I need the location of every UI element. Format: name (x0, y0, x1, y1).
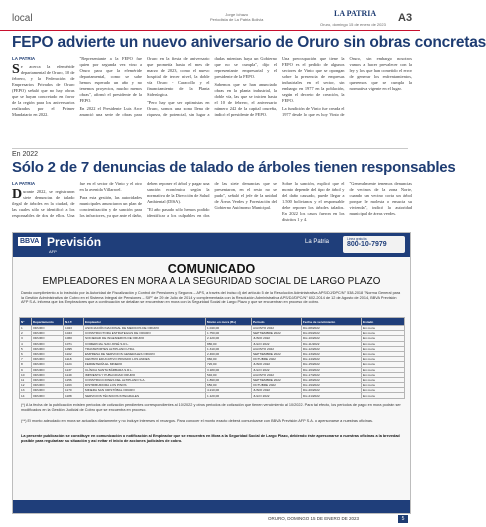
table-cell: ASOCIACIÓN NACIONAL DE MEDICOS DE ORURO (84, 326, 206, 331)
table-cell: CONSTRUCCIONES DEL ALTIPLANO S.A. (84, 377, 206, 382)
table-cell: En mora (362, 393, 405, 398)
table-cell: 4.210,00 (206, 388, 252, 393)
table-cell: 960,00 (206, 357, 252, 362)
article2-paragraph: Sobre la sanción, explicó que el monto depende del tipo de árbol y del daño causado, puede llegar a 1.500 bolivianos y el responsable debe reponer los árboles talados. En 2022 los casos fueron en los distritos 1 y 4. (282, 181, 345, 222)
newspaper-logo: LA PATRIA (334, 9, 377, 18)
table-cell: EMPRESA DE SERVICIOS GENERALES ORURO (84, 351, 206, 356)
table-cell: En mora (362, 362, 405, 367)
table-cell: 1060 (64, 336, 84, 341)
table-cell: ORURO (32, 393, 64, 398)
table-cell: 1156 (64, 377, 84, 382)
article1-paragraph: e acerca la efeméride departamental de Oruro, 10 de febrero, y la Federación de Empresarios Privados de Oruro (FEPO) señaló que no hay obras que se hayan concretado en favor de la región para los aniversarios realizados por el Primer Mandatario en 2022. (12, 64, 75, 117)
table-cell: 1023 (64, 326, 84, 331)
table-cell: Estado (362, 318, 405, 326)
table-cell: ORURO (32, 383, 64, 388)
table-cell: En mora (362, 372, 405, 377)
article1-byline: LA PATRIA (12, 56, 36, 61)
table-cell: En mora (362, 346, 405, 351)
table-cell: ORURO (32, 362, 64, 367)
table-cell: 1 (20, 326, 32, 331)
article2-body (12, 181, 412, 227)
header-center (210, 12, 263, 22)
table-cell: Dic-19/2022 (302, 383, 362, 388)
table-cell: ORURO (32, 341, 64, 346)
article1-paragraph: Sabemos que se han anunciado obras en la planta industrial, la doble vía, las que se inicien hasta el 10 de febrero, el aniversario número 242 de la capital orureña, indicó el presidente de FEPO. (214, 82, 277, 117)
table-cell: COMERCIAL SAN JOSÉ S.R.L. (84, 341, 206, 346)
table-cell: 14 (20, 393, 32, 398)
ad-note-3: La presente publicación se constituye en comunicación o notificación al Empleador que se encuentra en Mora a la Seguridad Social de Largo Plazo, debiendo éste apersonarse a nuestras oficinas a la brevedad posible para regularizar su situación y así evitar el inicio de acciones judiciales de cobro. (21, 434, 400, 443)
article2-paragraph: "Generalmente tenemos denuncias de vecinos de la zona Norte, cuando un vecino corta un árbol porque le molesta o ensucia su vivienda", indicó la autoridad municipal de áreas verdes. (349, 181, 412, 216)
table-cell: ORURO (32, 357, 64, 362)
table-cell: Monto en mora (Bs) (206, 318, 252, 326)
table-cell: JUNIO 2022 (252, 336, 302, 341)
table-cell: En mora (362, 326, 405, 331)
table-cell: 1170 (64, 388, 84, 393)
table-cell: ORURO (32, 372, 64, 377)
table-cell: ORURO (32, 346, 64, 351)
table-cell: JUNIO 2022 (252, 388, 302, 393)
table-cell: 3 (20, 336, 32, 341)
table-cell: CLÍNICA SANTA BÁRBARA S.R.L. (84, 367, 206, 372)
bbva-notice-ad (12, 232, 411, 514)
table-cell: 1.890,00 (206, 377, 252, 382)
table-cell: ORURO (32, 367, 64, 372)
table-cell: 3.180,00 (206, 367, 252, 372)
table-cell: AGOSTO 2022 (252, 326, 302, 331)
article2-paragraph: "El año pasado sólo hemos podido identificar a los culpables en dos de las siete denuncias que se presentaron, en el resto no se pudo", señaló el jefe de la unidad de Áreas Verdes y Forestación del Gobierno Autónomo Municipal. (147, 181, 277, 218)
table-cell: Dic-18/2022 (302, 377, 362, 382)
table-cell: SEPTIEMBRE 2022 (252, 331, 302, 336)
table-cell: MINERA SAN CRISTÓBAL ORURO (84, 388, 206, 393)
table-cell: JULIO 2022 (252, 341, 302, 346)
table-cell: 11 (20, 377, 32, 382)
table-cell: 2.120,00 (206, 336, 252, 341)
table-cell: Dic-10/2022 (302, 336, 362, 341)
article2-paragraph: urante 2022, se registraron siete denuncias de talado ilegal de árboles en la ciudad, de las cuales sólo se identificó a los responsables de dos de ellos. Una fue en el sector de Vinto y el otro en la avenida Villarroel. (12, 181, 142, 218)
table-cell: 650,00 (206, 383, 252, 388)
table-cell: 1.310,00 (206, 346, 252, 351)
table-cell: 1043 (64, 331, 84, 336)
table-cell: N° (20, 318, 32, 326)
table-cell: 9 (20, 367, 32, 372)
article2-dropcap: D (12, 187, 23, 202)
table-cell: OCTUBRE 2022 (252, 383, 302, 388)
table-cell: Dic-17/2022 (302, 372, 362, 377)
table-cell: 1124 (64, 362, 84, 367)
table-cell: Dic-21/2022 (302, 393, 362, 398)
table-cell: 1.120,00 (206, 393, 252, 398)
ad-partner: La Patria (305, 239, 330, 245)
article1-headline: FEPO advierte un nuevo aniversario de Oruro sin obras concretas (12, 34, 486, 51)
table-cell: Fecha de vencimiento (302, 318, 362, 326)
table-cell: 2.460,00 (206, 351, 252, 356)
table-cell: IMPRENTA Y PUBLICIDAD ORURO (84, 372, 206, 377)
table-cell: JULIO 2022 (252, 393, 302, 398)
table-header-row (20, 318, 405, 326)
table-cell: CONSTRUCTORA ESTRATEGIAS DE ORURO (84, 331, 206, 336)
table-cell: Dic-14/2022 (302, 357, 362, 362)
footer-page-number: 5 (398, 515, 408, 523)
table-cell: TRANSPORTES ALTIPLANO LTDA. (84, 346, 206, 351)
table-cell: 1.750,00 (206, 331, 252, 336)
table-cell: ORURO (32, 377, 64, 382)
table-cell: En mora (362, 341, 405, 346)
article1-paragraph: En 2022 el Presidente Luis Arce anunció una serie de obras para Oruro en la fiesta de aniversario que prometía hasta el mes de marzo de 2023, como el nuevo hospital de tercer nivel, la doble vía Oruro - Caracollo y el financiamiento de la Planta Siderúrgica. (79, 56, 210, 117)
table-cell: En mora (362, 336, 405, 341)
article1-paragraph: Una preocupación que tiene la FEPO es el pedido de algunos sectores de Vinto que se opongan sobre la presencia de empresas industriales en el sector, sin embargo en 1977 en la población, según el decreto de creación, la FEPO. (282, 56, 345, 103)
article2-paragraph: Para esta gestión, las autoridades municipales anunciaron un plan de concientización y de sanción para los infractores, ya que ante el daño, deben reponer el árbol y pagar una sanción económica según la normativa de la Dirección de Salud Ambiental (DISA). (79, 181, 210, 218)
table-cell: 5 (20, 346, 32, 351)
table-cell: 10 (20, 372, 32, 377)
table-cell: AGOSTO 2022 (252, 346, 302, 351)
table-cell: 880,00 (206, 341, 252, 346)
table-cell: Dic-15/2022 (302, 362, 362, 367)
table-cell: 1118 (64, 357, 84, 362)
table-cell: 4 (20, 341, 32, 346)
article1-dropcap: S (12, 62, 20, 77)
article1-paragraph: "Pero hay que ser optimistas en Oruro, somos una zona llena de riqueza, de potencial, sin lugar a dudas mientras haya un Gobierno que no se cumpla", dijo el representante empresarial y el presidente de la FEPO. (147, 56, 277, 117)
table-cell: ORURO (32, 331, 64, 336)
table-cell: 13 (20, 388, 32, 393)
footer-date: ORURO, DOMINGO 15 DE ENERO DE 2023 (268, 516, 360, 521)
table-cell: Dic-09/2022 (302, 331, 362, 336)
table-cell: Dic-13/2022 (302, 351, 362, 356)
table-cell: 1.040,00 (206, 326, 252, 331)
table-cell: 1188 (64, 393, 84, 398)
table-cell: Dic-20/2022 (302, 388, 362, 393)
table-cell: 8 (20, 362, 32, 367)
ad-product-sub: AFP (49, 249, 57, 254)
table-cell: N.I.T. (64, 318, 84, 326)
table-cell: 1102 (64, 351, 84, 356)
employers-table (19, 317, 405, 399)
table-cell: En mora (362, 367, 405, 372)
ad-intro: Dando cumplimiento a lo instruido por la Autoridad de Fiscalización y Control de Pensiones y Seguros – APS, a través del inciso d) del artículo 5 de la Resolución Administrativa APS/DJ/DPC/N° 538-2018 "Norma General para la Gestión Administrativa de Cobro en el Sistema Integral de Pensiones – SIP" de 29 de Julio de 2014 y complementada con la Resolución Administrativa APS/DJ/DPC/N° 602-2014 de 12 de Agosto de 2014, BBVA Previsión AFP S.A. informa que los Empleadores que a continuación se detallan se encuentran en mora con la Seguridad Social de Largo Plazo y que se encuentran en proceso de cobro. (21, 291, 401, 305)
header-date: Oruro, domingo 15 de enero de 2023 (320, 22, 386, 27)
ad-note-2: (**) El monto adeudado en mora se actualiza diariamente y no incluye intereses ni recargos. Para conocer el monto exacto deberá comunicarse con BBVA Previsión AFP S.A. o apersonarse a nuestras oficinas. (21, 419, 373, 423)
table-cell: Dic-11/2022 (302, 341, 362, 346)
article2-headline: Sólo 2 de 7 denuncias de talado de árboles tienen responsables (12, 159, 456, 176)
ad-note-1: (*) A la fecha de la publicación existen periodos de cotización pendientes correspondientes al 10/2022 y otros periodos de cotización que tienen vencimiento al 10/2022. Para tal efecto, los periodos de pago en mora podrán ser modificados en la Gestión Judicial de Cobro que se encuentra en proceso. (21, 403, 401, 412)
table-cell: Periodo (252, 318, 302, 326)
table-cell: JULIO 2022 (252, 367, 302, 372)
phone-badge (343, 236, 405, 253)
table-cell: SEPTIEMBRE 2022 (252, 377, 302, 382)
table-cell: 1071 (64, 341, 84, 346)
table-cell: 720,00 (206, 362, 252, 367)
table-cell: En mora (362, 383, 405, 388)
table-cell: ORURO (32, 336, 64, 341)
table-cell: OCTUBRE 2022 (252, 357, 302, 362)
employers-table-wrap (19, 317, 404, 399)
bbva-logo: BBVA (20, 238, 40, 245)
header-center-line2: Periodista de La Patria Bolivia (210, 17, 264, 22)
table-cell: Empleador (84, 318, 206, 326)
table-cell: 12 (20, 383, 32, 388)
table-cell: FERRETERÍA EL MINERO (84, 362, 206, 367)
table-cell: En mora (362, 388, 405, 393)
table-cell: Dic-08/2022 (302, 326, 362, 331)
article2-byline: LA PATRIA (12, 181, 36, 186)
table-cell: 2 (20, 331, 32, 336)
table-cell: En mora (362, 351, 405, 356)
ad-banner (13, 233, 410, 257)
table-cell: SERVICIOS TÉCNICOS INTEGRALES (84, 393, 206, 398)
table-cell: JUNIO 2022 (252, 362, 302, 367)
divider (12, 148, 408, 149)
table-cell: En mora (362, 331, 405, 336)
table-cell: 6 (20, 351, 32, 356)
header-center-line1: Jorge Ichazo (225, 12, 249, 17)
table-cell: Dic-16/2022 (302, 367, 362, 372)
page-number: A3 (398, 12, 413, 24)
table-row (20, 393, 405, 398)
table-cell: SOCIEDAD DE INGENIEROS DE ORURO (84, 336, 206, 341)
article2-kicker: En 2022 (12, 151, 39, 158)
table-cell: En mora (362, 357, 405, 362)
article1-paragraph: "Representante a la FEPO fue quien por segunda vez vino a Oruro para que la efeméride departamental, como se sabe hemos esperado un año y no tenemos proyectos, mucho menos obras", afirmó el presidente de la FEPO. (79, 56, 142, 103)
phone-number: 800-10-7979 (347, 241, 387, 248)
table-cell: En mora (362, 377, 405, 382)
table-cell: Departamento (32, 318, 64, 326)
table-cell: 1137 (64, 367, 84, 372)
table-cell: CENTRO EDUCATIVO PRIVADO LOS ANDES (84, 357, 206, 362)
table-cell: ORURO (32, 351, 64, 356)
table-cell: DISTRIBUIDORA LOS PINOS (84, 383, 206, 388)
article1-paragraph: La fundición de Vinto fue creada el 1977 desde lo que es hoy Vinto de Oruro, sin embargo nosotros vamos a hacer prevalecer con la ley y los que han cometido el error de generar los enfrentamientos, queremos que se cumpla la normativa vigente en el lugar. (282, 56, 412, 117)
table-cell: 540,00 (206, 372, 252, 377)
table-cell: 1149 (64, 372, 84, 377)
table-cell: 1163 (64, 383, 84, 388)
table-cell: SEPTIEMBRE 2022 (252, 351, 302, 356)
table-cell: 1095 (64, 346, 84, 351)
table-cell: AGOSTO 2022 (252, 372, 302, 377)
section-label: local (12, 13, 33, 24)
ad-product: Previsión (47, 235, 102, 249)
page-header (0, 0, 420, 31)
ad-subtitle: EMPLEADORES EN MORA A LA SEGURIDAD SOCIAL DE LARGO PLAZO (42, 276, 381, 287)
ad-title: COMUNICADO (167, 262, 256, 276)
table-cell: Dic-12/2022 (302, 346, 362, 351)
article1-body (12, 56, 412, 144)
page-footer (0, 512, 420, 527)
table-cell: ORURO (32, 326, 64, 331)
table-cell: ORURO (32, 388, 64, 393)
phone-label: Línea gratuita (347, 237, 367, 241)
table-cell: 7 (20, 357, 32, 362)
